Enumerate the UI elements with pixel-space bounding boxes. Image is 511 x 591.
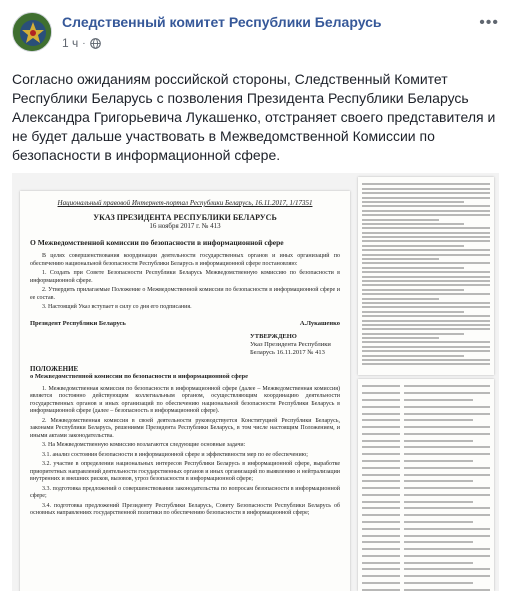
text-line [362, 280, 490, 282]
doc-signer-name: А.Лукашенко [299, 319, 340, 327]
document-page-3 [358, 379, 494, 591]
text-line [404, 555, 490, 557]
text-line [362, 311, 464, 313]
text-line [362, 507, 400, 509]
table-row [362, 539, 490, 546]
text-line [362, 302, 490, 304]
table-row [362, 424, 490, 431]
doc-portal-line: Национальный правовой Интернет-портал Республики Беларусь, 16.11.2017, 1/17351 [57, 199, 313, 207]
text-line [362, 315, 490, 317]
table-row [362, 505, 490, 512]
emblem-icon [13, 13, 52, 52]
table-row [362, 437, 490, 444]
text-line [362, 392, 400, 394]
doc-paragraph: 2. Межведомственная комиссия в своей деятельности руководствуется Конституцией Республики Беларусь, законами Республики Беларусь, решениями Президента Республики Беларусь, в том числе настоящим Положением, и иными актами законодательства. [30, 417, 340, 439]
table-row [362, 498, 490, 505]
table-row [362, 546, 490, 553]
text-line [404, 507, 490, 509]
table-row [362, 403, 490, 410]
text-line [362, 399, 400, 401]
text-line [404, 392, 490, 394]
table-row [362, 559, 490, 566]
table-row [362, 464, 490, 471]
text-line [362, 192, 490, 194]
doc-signature [30, 320, 340, 327]
text-line [362, 201, 464, 203]
text-line [362, 346, 490, 348]
post-meta [62, 36, 101, 50]
doc-paragraph: 3. На Межведомственную комиссию возлагаются следующие основные задачи: [42, 442, 246, 448]
text-line [404, 399, 473, 401]
text-line [404, 413, 490, 415]
doc-polozhenie-title: ПОЛОЖЕНИЕ [30, 364, 79, 373]
text-line [362, 487, 400, 489]
text-line [362, 298, 439, 300]
text-line [362, 188, 490, 190]
text-line [362, 494, 400, 496]
text-line [362, 324, 490, 326]
text-line [362, 240, 490, 242]
post-header [12, 12, 499, 56]
text-line [362, 197, 490, 199]
post-time[interactable]: 1 ч [62, 36, 79, 50]
more-options-icon[interactable]: ••• [479, 14, 499, 31]
table-row [362, 451, 490, 458]
doc-approved-label: УТВЕРЖДЕНО [250, 332, 297, 340]
text-line [362, 528, 400, 530]
text-line [362, 271, 490, 273]
doc-title: О Межведомственной комиссии по безопасности в информационной сфере [30, 238, 284, 247]
doc-paragraph: В целях совершенствования координации деятельности государственных органов и иных организаций по обеспечению национальной безопасности Республики Беларусь в информационной сфере постановляю: [30, 253, 340, 267]
text-line [362, 460, 400, 462]
text-line [362, 276, 490, 278]
post-text: Согласно ожиданиям российской стороны, Следственный Комитет Республики Беларусь с позволения Президента Республики Беларусь Александра Григорьевича Лукашенко, отстраняет своего представителя и не будет дальше участвовать в Межведомственной Комиссии по безопасности в информационной сфере. [12, 71, 496, 163]
text-line [362, 521, 400, 523]
table-row [362, 532, 490, 539]
text-line [404, 440, 473, 442]
text-line [362, 453, 400, 455]
table-row [362, 478, 490, 485]
text-line [362, 232, 490, 234]
text-line [404, 433, 490, 435]
text-line [362, 236, 490, 238]
table-row [362, 553, 490, 560]
text-line [362, 426, 400, 428]
text-line [404, 419, 473, 421]
text-line [362, 337, 439, 339]
text-line [404, 446, 490, 448]
text-line [362, 440, 400, 442]
text-line [404, 514, 490, 516]
table-row [362, 383, 490, 390]
text-line [362, 267, 464, 269]
text-line [404, 535, 490, 537]
text-line [404, 575, 490, 577]
table-row [362, 410, 490, 417]
text-line [362, 568, 400, 570]
text-line [362, 262, 490, 264]
doc-paragraph: 3.4. подготовка предложений Президенту Республики Беларусь, Совету Безопасности Республики Беларусь об основных направлениях государственной политики по обеспечению безопасности в информационной сфере; [30, 502, 340, 516]
text-line [404, 582, 473, 584]
doc-signer-role: Президент Республики Беларусь [30, 319, 126, 327]
table-row [362, 519, 490, 526]
doc-approved-by: Указ Президента Республики Беларусь 16.11.2017 № 413 [250, 340, 331, 356]
doc-paragraph: 1. Межведомственная комиссия по безопасности в информационной сфере (далее – Межведомственная комиссия) является постоянно действующим коллегиальным органом, осуществляющим координацию деятельности государственных органов и иных организаций по обеспечению национальной безопасности Республики Беларусь в информационной сфере (далее – безопасность в информационной сфере). [30, 385, 340, 414]
doc-paragraph: 3. Настоящий Указ вступает в силу со дня его подписания. [42, 304, 192, 310]
text-line [404, 487, 490, 489]
text-line [362, 474, 400, 476]
text-line [404, 521, 473, 523]
text-line [362, 413, 400, 415]
doc-paragraph: 3.1. анализ состояния безопасности в информационной сфере и эффективности мер по ее обеспечению; [42, 451, 308, 458]
table-row [362, 390, 490, 397]
text-line [404, 385, 490, 387]
table-row [362, 586, 490, 591]
table-row [362, 417, 490, 424]
text-line [362, 480, 400, 482]
table-row [362, 397, 490, 404]
text-line [404, 541, 473, 543]
text-line [362, 328, 490, 330]
text-line [362, 293, 490, 295]
table-row [362, 492, 490, 499]
text-line [362, 355, 464, 357]
post-image[interactable] [12, 173, 499, 591]
text-line [362, 254, 490, 256]
text-line [362, 359, 490, 361]
text-line [362, 341, 490, 343]
text-line [362, 223, 464, 225]
table-row [362, 444, 490, 451]
doc-paragraph: 3.3. подготовка предложений о совершенствовании законодательства по вопросам безопасности в информационной сфере; [30, 485, 340, 499]
text-line [362, 575, 400, 577]
table-row [362, 525, 490, 532]
table-row [362, 458, 490, 465]
text-line [362, 514, 400, 516]
table-row [362, 512, 490, 519]
text-line [362, 258, 439, 260]
text-line [362, 219, 439, 221]
text-line [362, 548, 400, 550]
table-row [362, 580, 490, 587]
doc-ukaz: УКАЗ ПРЕЗИДЕНТА РЕСПУБЛИКИ БЕЛАРУСЬ [93, 213, 277, 222]
text-line [404, 501, 473, 503]
text-line [404, 528, 490, 530]
doc-paragraph: 3.2. участие в определении национальных интересов Республики Беларусь в информационной сфере, выработке приоритетных направлений деятельности государственных органов и иных организаций по выявлению и нейтрализации внутренних и внешних рисков, вызовов, угроз безопасности в информационной сфере; [30, 461, 340, 482]
text-line [362, 501, 400, 503]
text-line [404, 426, 490, 428]
text-line [404, 467, 490, 469]
text-line [362, 541, 400, 543]
page-name-link[interactable]: Следственный комитет Республики Беларусь [62, 14, 382, 30]
text-line [362, 535, 400, 537]
text-line [404, 562, 473, 564]
text-line [362, 446, 400, 448]
doc-paragraph: 2. Утвердить прилагаемые Положение о Межведомственной комиссии по безопасности в информационной сфере и ее состав. [30, 287, 340, 301]
text-line [362, 467, 400, 469]
text-line [404, 460, 473, 462]
text-line [362, 205, 490, 207]
separator-dot: · [82, 37, 86, 49]
text-line [404, 568, 490, 570]
table-row [362, 566, 490, 573]
text-line [362, 363, 490, 365]
text-line [362, 249, 490, 251]
text-line [362, 306, 490, 308]
text-line [362, 406, 400, 408]
doc-approved-block [250, 333, 340, 357]
decree-document [20, 191, 350, 591]
text-line [362, 350, 490, 352]
text-line [404, 494, 490, 496]
text-line [362, 214, 490, 216]
text-line [362, 245, 464, 247]
text-line [362, 433, 400, 435]
text-line [362, 320, 490, 322]
text-line [362, 419, 400, 421]
text-line [362, 183, 490, 185]
doc-date: 16 ноября 2017 г. № 413 [149, 222, 221, 230]
page-avatar[interactable] [12, 12, 52, 52]
table-row [362, 471, 490, 478]
text-line [404, 480, 473, 482]
text-line [362, 555, 400, 557]
text-line [362, 210, 490, 212]
doc-polozhenie-subtitle: о Межведомственной комиссии по безопасности в информационной сфере [30, 372, 248, 380]
table-row [362, 573, 490, 580]
text-line [404, 453, 490, 455]
text-line [404, 406, 490, 408]
text-line [362, 562, 400, 564]
doc-paragraph: 1. Создать при Совете Безопасности Республики Беларусь Межведомственную комиссию по безопасности в информационной сфере. [30, 270, 340, 284]
text-line [362, 227, 490, 229]
text-line [362, 284, 490, 286]
document-page-2 [358, 177, 494, 375]
table-row [362, 430, 490, 437]
globe-icon [90, 38, 101, 49]
text-line [362, 582, 400, 584]
text-line [362, 333, 464, 335]
text-line [404, 474, 490, 476]
table-row [362, 485, 490, 492]
text-line [362, 289, 464, 291]
text-line [362, 385, 400, 387]
text-line [404, 548, 490, 550]
